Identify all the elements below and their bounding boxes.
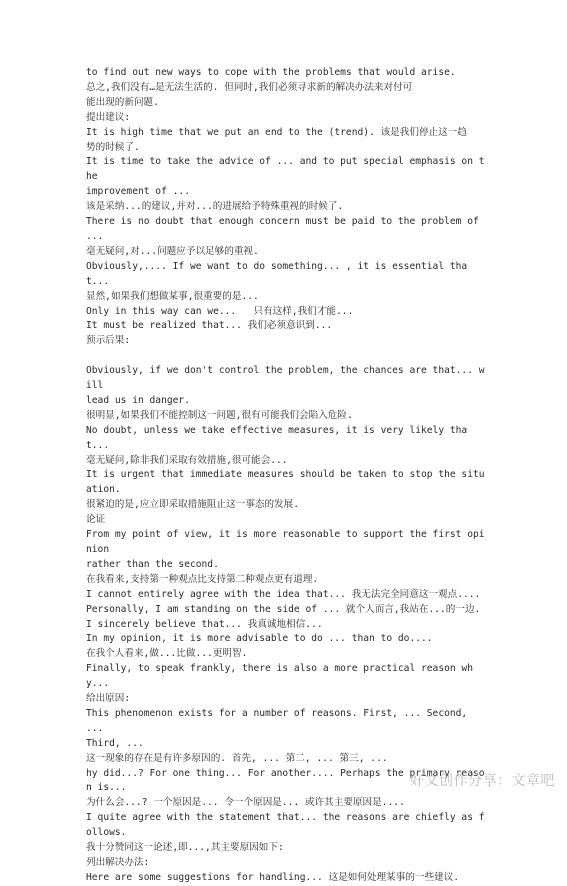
text-line: It is time to take the advice of ... and to put special emphasis on the (86, 156, 485, 183)
text-line: From my point of view, it is more reasonable to support the first opinion (86, 529, 485, 555)
text-line: In my opinion, it is more advisable to do ... than to do.... (86, 633, 433, 645)
text-line: I cannot entirely agree with the idea that... 我无法完全同意这一观点.... (86, 588, 481, 600)
text-line: I quite agree with the statement that... the reasons are chiefly as follows. (86, 812, 485, 839)
text-line: Finally, to speak frankly, there is also a more practical reason why... (86, 663, 473, 690)
text-line: 势的时候了. (86, 141, 140, 153)
text-line: It is high time that we put an end to the (trend). 该是我们停止这一趋 (86, 126, 467, 138)
text-line: 毫无疑问,除非我们采取有效措施,很可能会... (86, 454, 288, 466)
text-line: 该是采纳...的建议,并对...的进展给予特殊重视的时候了. (86, 201, 344, 213)
text-line: Here are some suggestions for handling... 这是如何处理某事的一些建议. (86, 871, 460, 883)
blank-line (86, 349, 486, 364)
text-line: It is urgent that immediate measures should be taken to stop the situation. (86, 469, 485, 496)
text-line: rather than the second. (86, 558, 219, 570)
section-heading: 预示后果: (86, 335, 131, 347)
text-line: 很明显,如果我们不能控制这一问题,很有可能我们会陷入危险. (86, 409, 353, 421)
text-line: Obviously,.... If we want to do something... , it is essential that... (86, 260, 468, 287)
text-line: 毫无疑问,对...问题应予以足够的重视. (86, 245, 259, 257)
text-line: 能出现的新问题. (86, 96, 159, 108)
section-heading: 给出原因: (86, 693, 131, 705)
text-line: Obviously, if we don't control the problem, the chances are that... will (86, 365, 485, 392)
text-line: 在我看来,支持第一种观点比支持第二种观点更有道理. (86, 573, 319, 585)
watermark: 好文创作分享：文章吧 (410, 773, 555, 789)
text-line: 在我个人看来,做...比做...更明智. (86, 648, 248, 660)
text-line: Personally, I am standing on the side of ... 就个人而言,我站在...的一边. (86, 603, 481, 615)
document-body (86, 66, 486, 886)
text-line: 总之,我们没有…是无法生活的. 但同时,我们必须寻求新的解决办法来对付可 (86, 81, 413, 93)
text-line: 很紧迫的是,应立即采取措施阻止这一事态的发展. (86, 499, 300, 511)
text-line: No doubt, unless we take effective measures, it is very likely that... (86, 424, 468, 451)
text-line: 我十分赞同这一论述,即...,其主要原因如下: (86, 842, 284, 854)
text-line: hy did...? For one thing... For another.... Perhaps the primary reason is... (86, 767, 485, 794)
text-line: 这一现象的存在是有许多原因的. 首先, ... 第二, ... 第三, ... (86, 752, 388, 764)
section-heading: 论证 (86, 514, 106, 526)
section-heading: 列出解决办法: (86, 857, 150, 869)
text-line: There is no doubt that enough concern must be paid to the problem of ... (86, 216, 485, 242)
section-heading: 提出建议: (86, 111, 131, 123)
text-line: 为什么会...? 一个原因是... 令一个原因是... 或许其主要原因是.... (86, 797, 405, 809)
text-line: I sincerely believe that... 我真诚地相信... (86, 618, 323, 630)
text-line: It must be realized that... 我们必须意识到... (86, 320, 333, 332)
text-line: Third, ... (86, 737, 144, 749)
text-line: to find out new ways to cope with the problems that would arise. (86, 67, 456, 78)
text-line: improvement of ... (86, 186, 190, 198)
text-line: lead us in danger. (86, 394, 190, 406)
text-line: Only in this way can we... 只有这样,我们才能... (86, 305, 354, 317)
text-line: 显然,如果我们想做某事,很重要的是... (86, 290, 259, 302)
text-line: This phenomenon exists for a number of reasons. First, ... Second, ... (86, 707, 473, 734)
